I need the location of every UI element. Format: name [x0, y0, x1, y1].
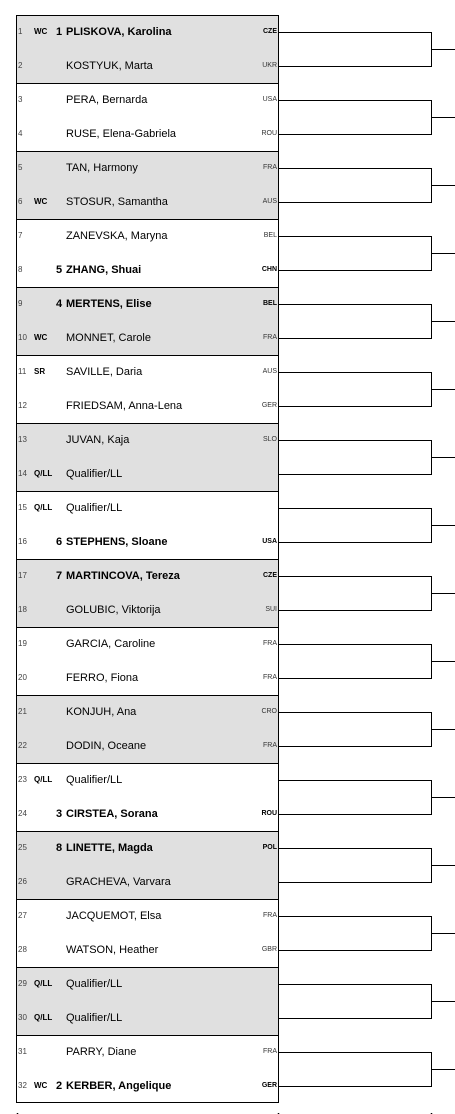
player-country: CRO [261, 708, 277, 715]
player-name: PARRY, Diane [66, 1046, 137, 1058]
draw-position: 26 [18, 877, 27, 886]
seed-number: 1 [56, 26, 63, 38]
player-country: CHN [261, 266, 277, 273]
draw-position: 4 [18, 129, 23, 138]
entry-status: Q/LL [34, 503, 53, 512]
seed-number: 8 [56, 842, 63, 854]
player-name: TAN, Harmony [66, 162, 138, 174]
player-name: JACQUEMOT, Elsa [66, 910, 162, 922]
seed-number: 2 [56, 1080, 63, 1092]
player-country: GER [261, 402, 277, 409]
player-name: STOSUR, Samantha [66, 196, 168, 208]
entry-status: Q/LL [34, 1013, 53, 1022]
player-country: GER [261, 1082, 277, 1089]
player-name: KOSTYUK, Marta [66, 60, 153, 72]
draw-position: 7 [18, 231, 23, 240]
draw-position: 11 [18, 367, 27, 376]
player-name: PERA, Bernarda [66, 94, 148, 106]
player-name: Qualifier/LL [66, 502, 123, 514]
player-name: SAVILLE, Daria [66, 366, 143, 378]
player-country: ROU [261, 810, 277, 817]
player-country: FRA [263, 164, 277, 171]
player-country: CZE [263, 28, 277, 35]
player-country: SUI [265, 606, 277, 613]
draw-position: 25 [18, 843, 27, 852]
player-name: ZANEVSKA, Maryna [66, 230, 168, 242]
draw-position: 2 [18, 61, 23, 70]
player-name: DODIN, Oceane [66, 740, 147, 752]
entry-status: SR [34, 367, 46, 376]
draw-position: 27 [18, 911, 27, 920]
draw-position: 3 [18, 95, 23, 104]
player-country: BEL [263, 300, 277, 307]
player-name: GOLUBIC, Viktorija [66, 604, 161, 616]
player-name: RUSE, Elena-Gabriela [66, 128, 177, 140]
draw-position: 32 [18, 1081, 27, 1090]
entry-status: WC [34, 27, 48, 36]
player-country: SLO [262, 436, 277, 443]
player-name: MARTINCOVA, Tereza [66, 570, 180, 582]
entry-status: Q/LL [34, 469, 53, 478]
player-country: POL [262, 844, 277, 851]
player-country: FRA [263, 640, 277, 647]
draw-position: 31 [18, 1047, 27, 1056]
player-country: CZE [263, 572, 277, 579]
player-name: PLISKOVA, Karolina [66, 26, 172, 38]
player-name: JUVAN, Kaja [66, 434, 130, 446]
player-country: USA [262, 538, 277, 545]
player-country: AUS [262, 368, 277, 375]
player-name: CIRSTEA, Sorana [66, 808, 158, 820]
draw-position: 30 [18, 1013, 27, 1022]
draw-position: 8 [18, 265, 23, 274]
player-name: Qualifier/LL [66, 978, 123, 990]
draw-position: 16 [18, 537, 27, 546]
player-name: MONNET, Carole [66, 332, 151, 344]
player-country: UKR [262, 62, 277, 69]
player-name: GARCIA, Caroline [66, 638, 156, 650]
draw-position: 20 [18, 673, 27, 682]
player-country: FRA [263, 912, 277, 919]
draw-position: 5 [18, 163, 23, 172]
player-name: KONJUH, Ana [66, 706, 137, 718]
draw-position: 28 [18, 945, 27, 954]
entry-status: WC [34, 197, 48, 206]
player-country: FRA [263, 334, 277, 341]
player-name: MERTENS, Elise [66, 298, 152, 310]
player-name: WATSON, Heather [66, 944, 159, 956]
player-name: Qualifier/LL [66, 1012, 123, 1024]
player-name: Qualifier/LL [66, 468, 123, 480]
draw-position: 19 [18, 639, 27, 648]
draw-position: 1 [18, 27, 23, 36]
draw-position: 24 [18, 809, 27, 818]
player-name: GRACHEVA, Varvara [66, 876, 171, 888]
draw-position: 12 [18, 401, 27, 410]
seed-number: 4 [56, 298, 63, 310]
player-country: BEL [263, 232, 277, 239]
player-country: FRA [263, 1048, 277, 1055]
seed-number: 6 [56, 536, 63, 548]
player-name: LINETTE, Magda [66, 842, 153, 854]
player-country: AUS [262, 198, 277, 205]
draw-position: 29 [18, 979, 27, 988]
draw-position: 9 [18, 299, 23, 308]
draw-position: 21 [18, 707, 27, 716]
draw-position: 17 [18, 571, 27, 580]
seed-number: 7 [56, 570, 63, 582]
draw-position: 10 [18, 333, 27, 342]
entry-status: Q/LL [34, 775, 53, 784]
draw-position: 15 [18, 503, 27, 512]
player-name: FERRO, Fiona [66, 672, 139, 684]
player-country: FRA [263, 742, 277, 749]
draw-position: 22 [18, 741, 27, 750]
draw-position: 18 [18, 605, 27, 614]
entry-status: WC [34, 1081, 48, 1090]
player-country: USA [262, 96, 277, 103]
player-country: FRA [263, 674, 277, 681]
draw-position: 13 [18, 435, 27, 444]
player-country: GBR [261, 946, 277, 953]
draw-position: 6 [18, 197, 23, 206]
draw-position: 23 [18, 775, 27, 784]
player-name: ZHANG, Shuai [66, 264, 142, 276]
player-name: FRIEDSAM, Anna-Lena [66, 400, 183, 412]
seed-number: 5 [56, 264, 63, 276]
player-name: KERBER, Angelique [66, 1080, 172, 1092]
player-name: STEPHENS, Sloane [66, 536, 168, 548]
draw-position: 14 [18, 469, 27, 478]
player-name: Qualifier/LL [66, 774, 123, 786]
entry-status: WC [34, 333, 48, 342]
entry-status: Q/LL [34, 979, 53, 988]
seed-number: 3 [56, 808, 63, 820]
player-country: ROU [261, 130, 277, 137]
